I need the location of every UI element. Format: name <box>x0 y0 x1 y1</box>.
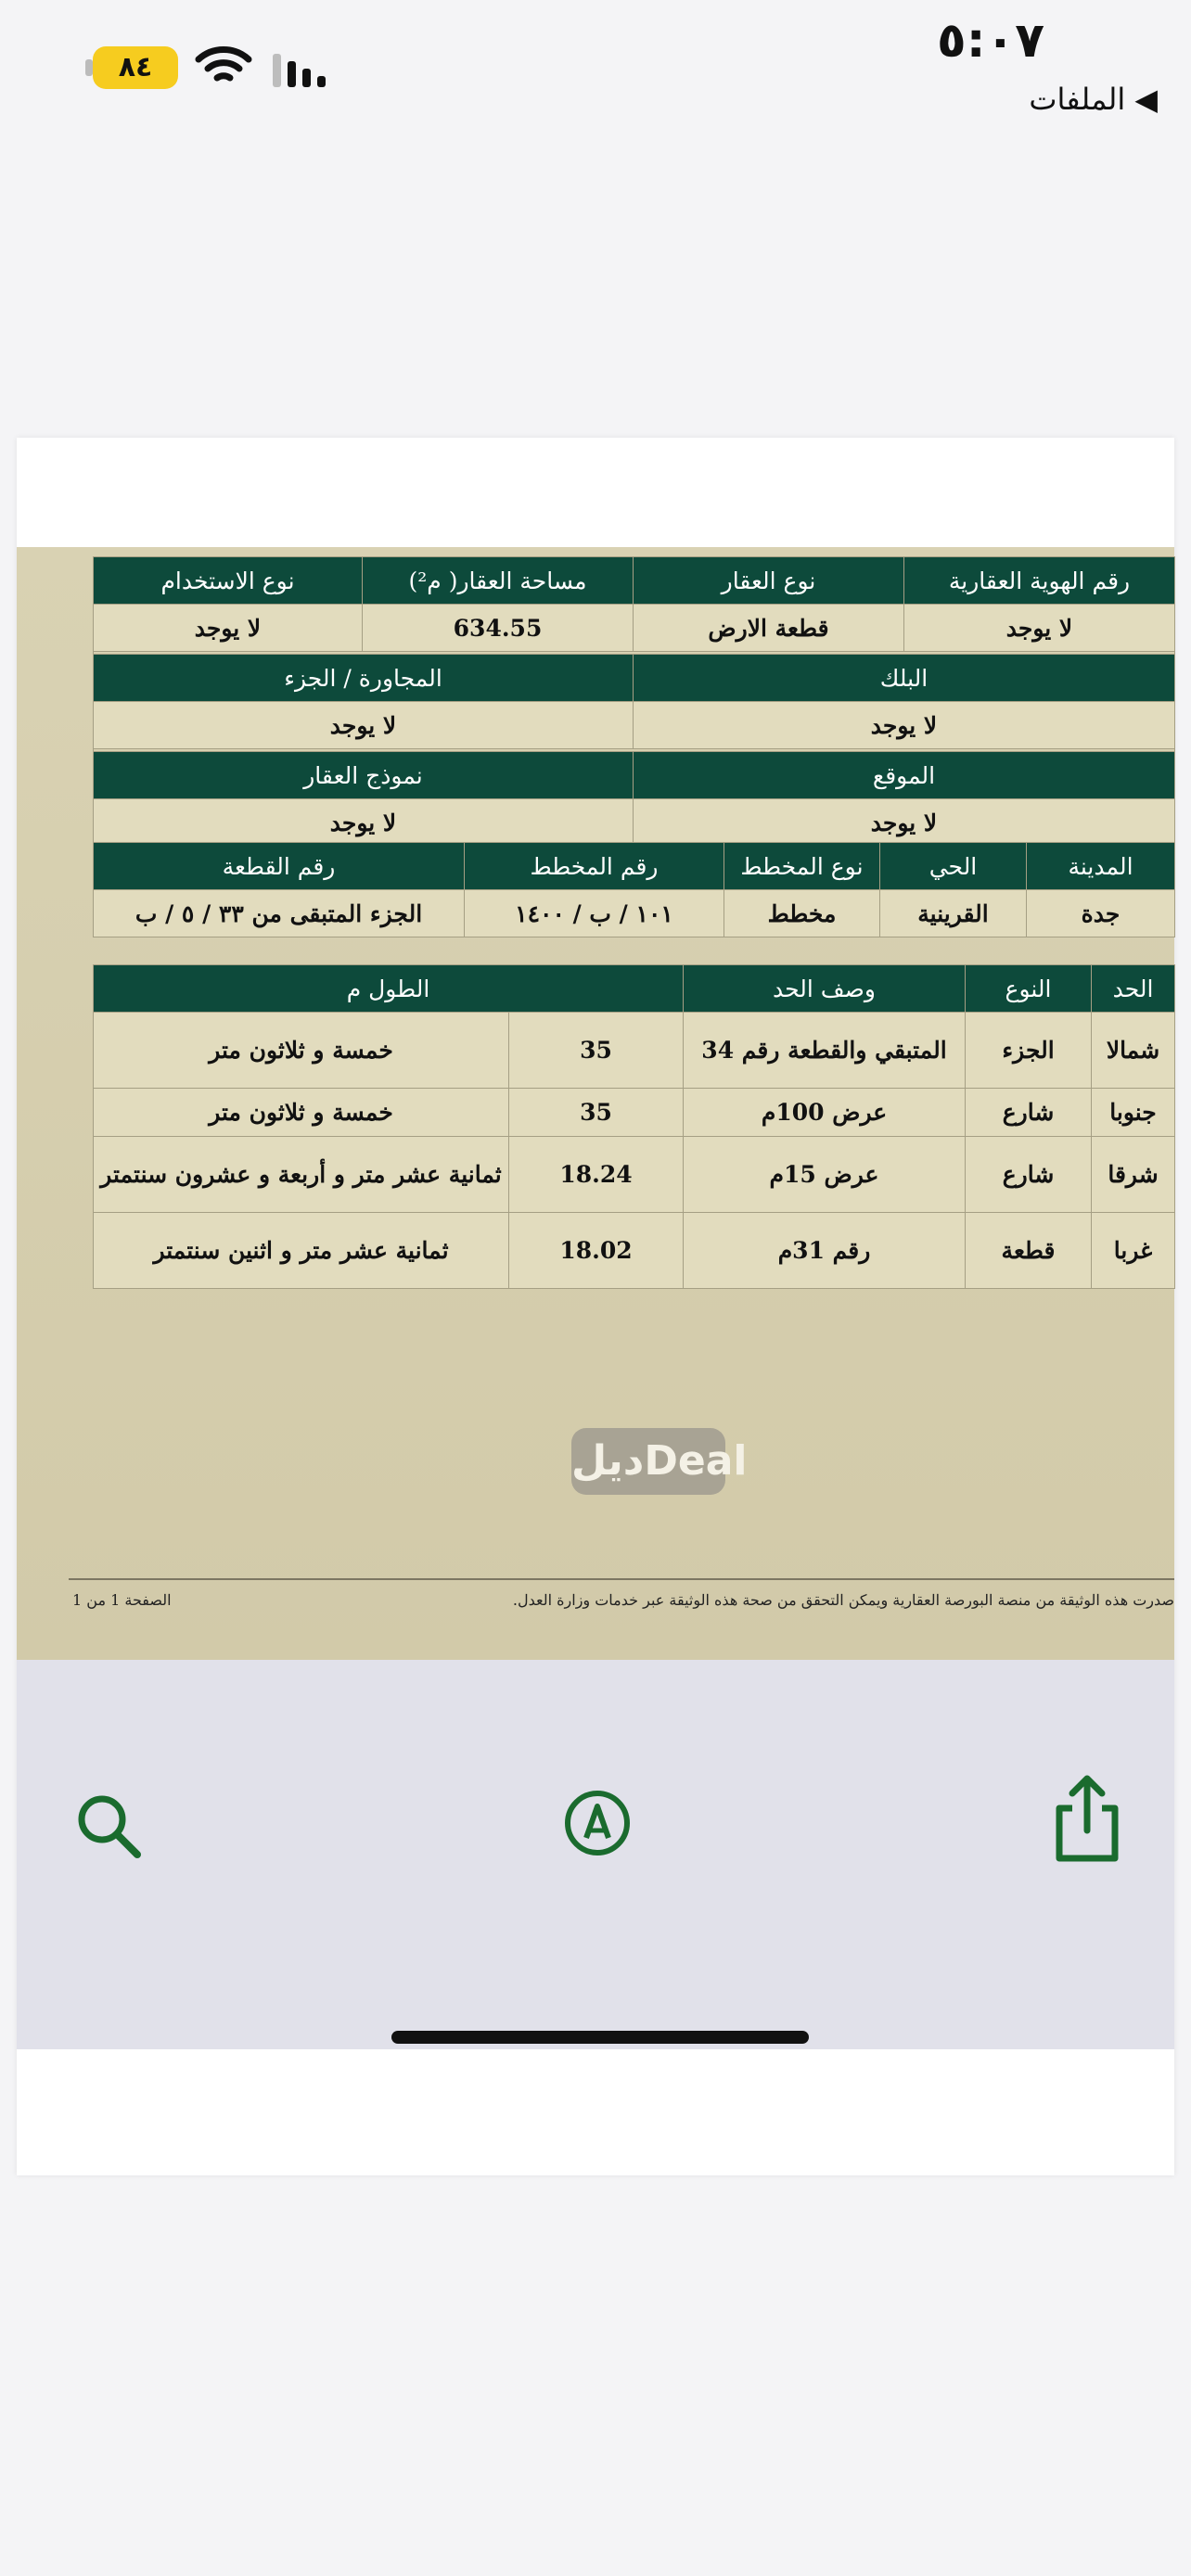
document-page <box>17 547 1174 1660</box>
status-bar <box>0 0 1191 139</box>
boundary-row <box>94 1013 1175 1089</box>
boundary-type: شارع <box>966 1137 1092 1213</box>
bottom-toolbar <box>17 1660 1174 2049</box>
boundary-length: 18.02 <box>509 1213 684 1289</box>
header-property-id: رقم الهوية العقارية <box>904 557 1175 605</box>
boundary-row <box>94 1137 1175 1213</box>
value-block: لا يوجد <box>634 702 1175 749</box>
header-block: البلك <box>634 655 1175 702</box>
boundary-description: عرض 15م <box>684 1137 966 1213</box>
property-info-table <box>93 556 1175 847</box>
boundary-row <box>94 1213 1175 1289</box>
search-icon[interactable] <box>72 1790 147 1864</box>
value-plot-number: الجزء المتبقى من ٣٣ / ٥ / ب <box>94 890 465 937</box>
back-to-files-link[interactable]: ◀ الملفات <box>1029 82 1158 117</box>
value-district: القرينية <box>880 890 1027 937</box>
block-value-row <box>94 702 1175 749</box>
header-district: الحي <box>880 843 1027 890</box>
home-indicator[interactable] <box>391 2031 809 2044</box>
plan-info-table <box>93 842 1175 937</box>
plan-value-row <box>94 890 1175 937</box>
boundary-description: رقم 31م <box>684 1213 966 1289</box>
header-location: الموقع <box>634 752 1175 799</box>
footer-note: صدرت هذه الوثيقة من منصة البورصة العقارية ويمكن التحقق من صحة هذه الوثيقة عبر خدمات وزارة العدل. <box>512 1591 1174 1609</box>
boundary-description: المتبقي والقطعة رقم 34 <box>684 1013 966 1089</box>
boundary-type: شارع <box>966 1089 1092 1137</box>
boundary-side: جنوبا <box>1092 1089 1175 1137</box>
header-property-model: نموذج العقار <box>94 752 634 799</box>
block-header-row <box>94 655 1175 702</box>
value-city: جدة <box>1027 890 1175 937</box>
boundary-side: شرقا <box>1092 1137 1175 1213</box>
value-plan-type: مخطط <box>724 890 880 937</box>
header-city: المدينة <box>1027 843 1175 890</box>
header-usage-type: نوع الاستخدام <box>94 557 363 605</box>
boundary-side: غربا <box>1092 1213 1175 1289</box>
boundary-side: شمالا <box>1092 1013 1175 1089</box>
value-location: لا يوجد <box>634 799 1175 847</box>
value-property-area: 634.55 <box>363 605 634 652</box>
boundary-type: الجزء <box>966 1013 1092 1089</box>
header-property-area: مساحة العقار( م²) <box>363 557 634 605</box>
header-plan-number: رقم المخطط <box>465 843 724 890</box>
boundary-length-text: خمسة و ثلاثون متر <box>94 1013 509 1089</box>
plan-header-row <box>94 843 1175 890</box>
boundary-row <box>94 1089 1175 1137</box>
header-side: الحد <box>1092 965 1175 1013</box>
battery-nub <box>85 59 93 76</box>
boundary-length-text: ثمانية عشر متر و أربعة و عشرون سنتمتر <box>94 1137 509 1213</box>
share-icon[interactable] <box>1048 1773 1126 1866</box>
boundary-length: 18.24 <box>509 1137 684 1213</box>
header-property-type: نوع العقار <box>634 557 904 605</box>
watermark-logo: ديلDeal <box>571 1428 725 1495</box>
page-number: الصفحة 1 من 1 <box>72 1591 172 1609</box>
identity-value-row <box>94 605 1175 652</box>
header-length: الطول م <box>94 965 684 1013</box>
value-property-id: لا يوجد <box>904 605 1175 652</box>
cellular-signal-icon <box>271 52 336 89</box>
boundary-length-text: ثمانية عشر متر و اثنين سنتمتر <box>94 1213 509 1289</box>
value-usage-type: لا يوجد <box>94 605 363 652</box>
header-boundary-type: النوع <box>966 965 1092 1013</box>
value-plan-number: ١٠١ / ب / ١٤٠٠ <box>465 890 724 937</box>
document-preview-card <box>17 438 1174 2175</box>
identity-header-row <box>94 557 1175 605</box>
boundary-length-text: خمسة و ثلاثون متر <box>94 1089 509 1137</box>
location-value-row <box>94 799 1175 847</box>
boundary-length: 35 <box>509 1089 684 1137</box>
boundary-length: 35 <box>509 1013 684 1089</box>
boundary-description: عرض 100م <box>684 1089 966 1137</box>
header-neighborhood-part: المجاورة / الجزء <box>94 655 634 702</box>
boundary-type: قطعة <box>966 1213 1092 1289</box>
wifi-icon <box>195 45 252 87</box>
location-header-row <box>94 752 1175 799</box>
header-plot-number: رقم القطعة <box>94 843 465 890</box>
battery-indicator: ٨٤ <box>93 46 178 89</box>
value-property-type: قطعة الارض <box>634 605 904 652</box>
boundaries-table <box>93 964 1175 1289</box>
value-neighborhood-part: لا يوجد <box>94 702 634 749</box>
clock-time: ٥:٠٧ <box>937 13 1045 69</box>
value-property-model: لا يوجد <box>94 799 634 847</box>
header-plan-type: نوع المخطط <box>724 843 880 890</box>
boundaries-header-row <box>94 965 1175 1013</box>
footer-divider <box>69 1578 1174 1580</box>
header-boundary-description: وصف الحد <box>684 965 966 1013</box>
markup-icon[interactable] <box>560 1786 634 1860</box>
